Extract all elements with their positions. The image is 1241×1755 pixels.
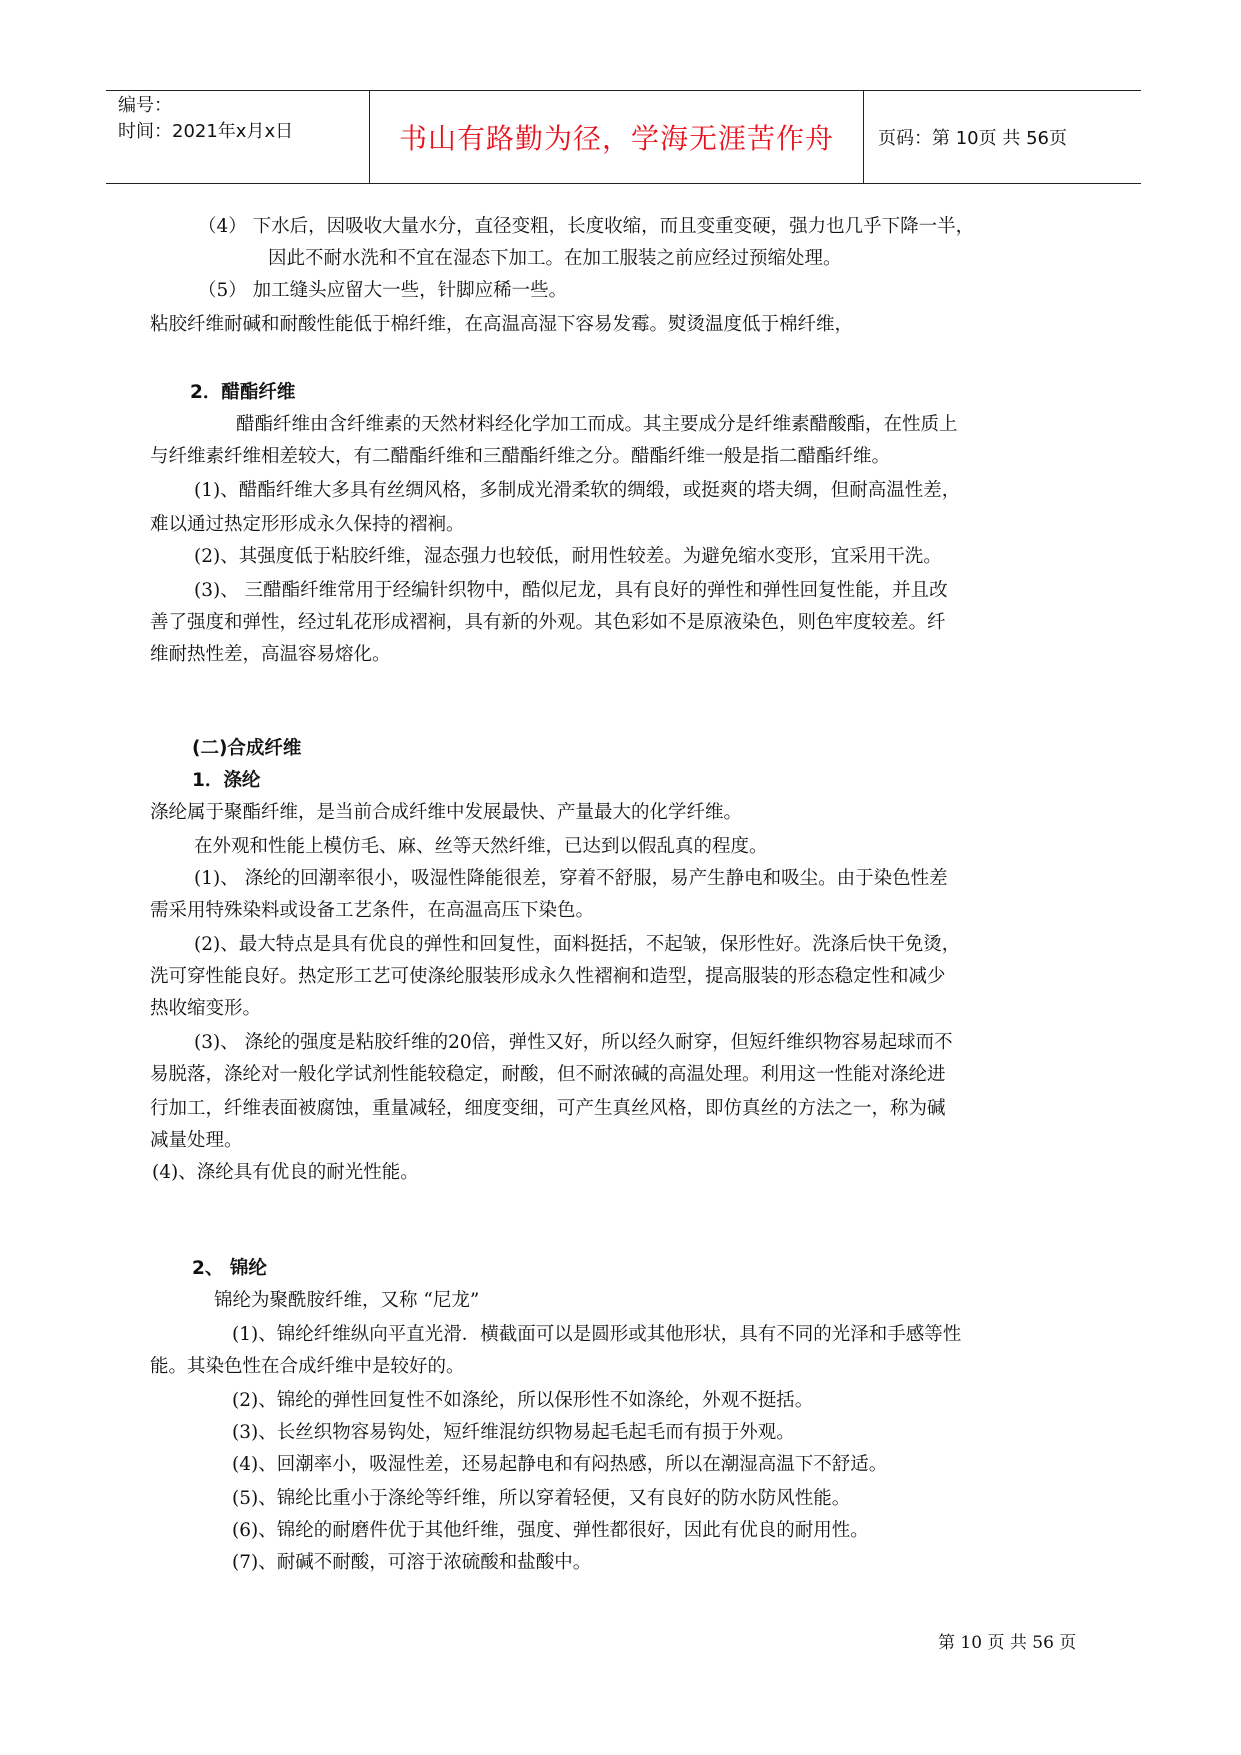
body-line: 热收缩变形。	[150, 998, 262, 1019]
body-line: 因此不耐水洗和不宜在湿态下加工。在加工服装之前应经过预缩处理。	[268, 248, 842, 269]
body-line: (3)、长丝织物容易钩处，短纤维混纺织物易起毛起毛而有损于外观。	[232, 1422, 795, 1443]
section-heading-polyester: 1．涤纶	[192, 770, 261, 791]
header-middle-cell	[370, 91, 864, 183]
body-line: (4)、涤纶具有优良的耐光性能。	[152, 1162, 419, 1183]
body-line: 在外观和性能上模仿毛、麻、丝等天然纤维，已达到以假乱真的程度。	[194, 836, 768, 857]
body-line: 与纤维素纤维相差较大，有二醋酯纤维和三醋酯纤维之分。醋酯纤维一般是指二醋酯纤维。	[150, 446, 891, 467]
body-line: 维耐热性差，高温容易熔化。	[150, 644, 391, 665]
body-line: 行加工，纤维表面被腐蚀，重量减轻，细度变细，可产生真丝风格，即仿真丝的方法之一，称为碱	[150, 1098, 946, 1119]
header-left-cell	[106, 91, 370, 183]
body-line: 锦纶为聚酰胺纤维，又称 “尼龙”	[214, 1290, 480, 1311]
body-line: 洗可穿性能良好。热定形工艺可使涤纶服装形成永久性褶裥和造型，提高服装的形态稳定性和减少	[150, 966, 946, 987]
body-line: (2)、其强度低于粘胶纤维，湿态强力也较低，耐用性较差。为避免缩水变形，宜采用干洗。	[194, 546, 942, 567]
body-line: (3)、 涤纶的强度是粘胶纤维的20倍，弹性又好，所以经久耐穿，但短纤维织物容易起球而不	[194, 1032, 953, 1053]
body-line: 善了强度和弹性，经过轧花形成褶裥，具有新的外观。其色彩如不是原液染色，则色牢度较差。纤	[150, 612, 946, 633]
body-line: (1)、醋酯纤维大多具有丝绸风格，多制成光滑柔软的绸缎，或挺爽的塔夫绸，但耐高温性差，	[194, 480, 961, 501]
body-line: 能。其染色性在合成纤维中是较好的。	[150, 1356, 465, 1377]
body-line: (7)、耐碱不耐酸，可溶于浓硫酸和盐酸中。	[232, 1552, 592, 1573]
body-line: 易脱落，涤纶对一般化学试剂性能较稳定，耐酸，但不耐浓碱的高温处理。利用这一性能对涤纶进	[150, 1064, 946, 1085]
body-line: (6)、锦纶的耐磨件优于其他纤维，强度、弹性都很好，因此有优良的耐用性。	[232, 1520, 869, 1541]
page-footer: 第 10 页 共 56 页	[938, 1633, 1077, 1653]
section-heading-nylon: 2、 锦纶	[192, 1258, 267, 1279]
document-date-label: 时间：2021年x月x日	[118, 121, 294, 142]
body-line: (2)、最大特点是具有优良的弹性和回复性，面料挺括，不起皱，保形性好。洗涤后快干免烫，	[194, 934, 961, 955]
body-line: 需采用特殊染料或设备工艺条件，在高温高压下染色。	[150, 900, 595, 921]
header-page-label: 页码：第 10页 共 56页	[878, 128, 1067, 149]
section-heading-acetate: 2．醋酯纤维	[190, 382, 296, 403]
body-line: 难以通过热定形形成永久保持的褶裥。	[150, 514, 465, 535]
header-motto: 书山有路勤为径，学海无涯苦作舟	[398, 122, 834, 155]
body-line: （5） 加工缝头应留大一些，针脚应稀一些。	[198, 280, 568, 301]
body-line: (3)、 三醋酯纤维常用于经编针织物中，酷似尼龙，具有良好的弹性和弹性回复性能，并且改	[194, 580, 948, 601]
body-line: (5)、锦纶比重小于涤纶等纤维，所以穿着轻便，又有良好的防水防风性能。	[232, 1488, 851, 1509]
body-line: 涤纶属于聚酯纤维，是当前合成纤维中发展最快、产量最大的化学纤维。	[150, 802, 743, 823]
section-heading-synthetic: (二)合成纤维	[192, 738, 302, 759]
body-line: （4） 下水后，因吸收大量水分，直径变粗，长度收缩，而且变重变硬，强力也几乎下降一半，	[198, 216, 975, 237]
body-line: 减量处理。	[150, 1130, 243, 1151]
document-number-label: 编号：	[118, 95, 172, 116]
body-line: 粘胶纤维耐碱和耐酸性能低于棉纤维，在高温高湿下容易发霉。熨烫温度低于棉纤维，	[150, 314, 854, 335]
body-line: (1)、锦纶纤维纵向平直光滑．横截面可以是圆形或其他形状，具有不同的光泽和手感等性	[232, 1324, 962, 1345]
body-line: (4)、回潮率小，吸湿性差，还易起静电和有闷热感，所以在潮湿高温下不舒适。	[232, 1454, 888, 1475]
body-line: 醋酯纤维由含纤维素的天然材料经化学加工而成。其主要成分是纤维素醋酸酯，在性质上	[236, 414, 958, 435]
body-line: (1)、 涤纶的回潮率很小，吸湿性降能很差，穿着不舒服，易产生静电和吸尘。由于染色性差	[194, 868, 948, 889]
body-line: (2)、锦纶的弹性回复性不如涤纶，所以保形性不如涤纶，外观不挺括。	[232, 1390, 814, 1411]
header-table	[106, 90, 1141, 184]
header-right-cell	[864, 91, 1141, 183]
